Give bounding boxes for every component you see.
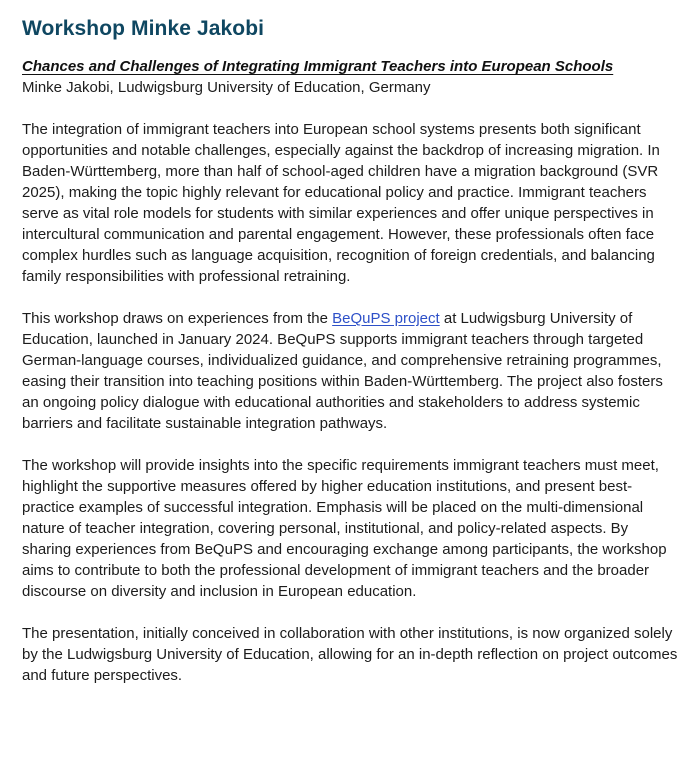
session-title: Chances and Challenges of Integrating Immigrant Teachers into European Schools	[22, 58, 614, 75]
paragraph-bequps-text-before: This workshop draws on experiences from the	[22, 310, 333, 327]
workshop-heading: Workshop Minke Jakobi	[22, 17, 265, 40]
paragraph-introduction: The integration of immigrant teachers into European school systems presents both significant opportunities and notable challenges, especially against the backdrop of increasing migration. In Baden-Württemberg, more than half of school-aged children have a migration background (SVR 2025), making the topic highly relevant for educational policy and practice. Immigrant teachers serve as vital role models for students with similar experiences and offer unique perspectives in intercultural communication and parental engagement. However, these professionals often face complex hurdles such as language acquisition, recognition of foreign credentials, and balancing family responsibilities with professional retraining.	[22, 121, 660, 285]
paragraph-bequps	[22, 308, 678, 434]
paragraph-workshop-insights: The workshop will provide insights into the specific requirements immigrant teachers must meet, highlight the supportive measures offered by higher education institutions, and present best-practice examples of successful integration. Emphasis will be placed on the multi-dimensional nature of teacher integration, covering personal, institutional, and policy-related aspects. By sharing experiences from BeQuPS and encouraging exchange among participants, the workshop aims to contribute to both the professional development of immigrant teachers and the broader discourse on diversity and inclusion in European education.	[22, 457, 667, 600]
author-line: Minke Jakobi, Ludwigsburg University of Education, Germany	[22, 79, 431, 96]
bequps-project-link[interactable]: BeQuPS project	[332, 310, 440, 327]
paragraph-bequps-text-after: at Ludwigsburg University of Education, launched in January 2024. BeQuPS supports immigrant teachers through targeted German-language courses, individualized guidance, and comprehensive retraining programmes, easing their transition into teaching positions within Baden-Württemberg. The project also fosters an ongoing policy dialogue with educational authorities and stakeholders to address systemic barriers and facilitate sustainable integration pathways.	[22, 310, 663, 432]
paragraph-presentation-note: The presentation, initially conceived in collaboration with other institutions, is now organized solely by the Ludwigsburg University of Education, allowing for an in-depth reflection on project outcomes and future perspectives.	[22, 625, 678, 684]
